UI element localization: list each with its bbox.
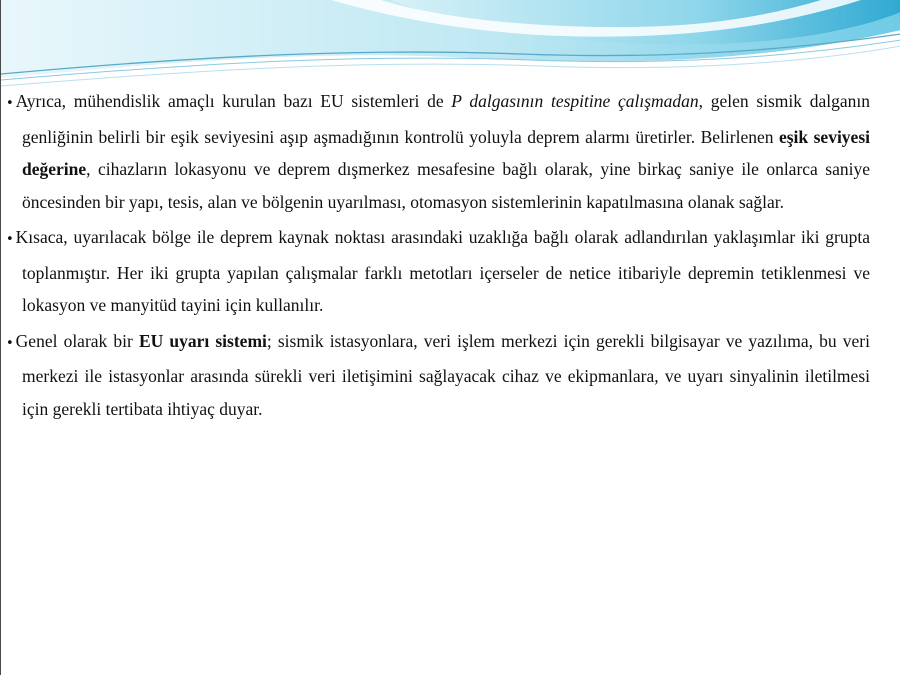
bullet-icon: • [6,96,14,111]
text-segment: , cihazların lokasyonu ve deprem dışmerkez mesafesine bağlı olarak, yine birkaç saniye ile onlarca saniye öncesinden bir yapı, tesis, alan ve bölgenin uyarılması, otomasyon sistemlerinin kapatılmasına olanak sağlar. [22,159,870,212]
text-segment: Ayrıca, mühendislik amaçlı kurulan bazı EU sistemleri de [15,91,452,111]
text-segment-bold: EU uyarı sistemi [138,330,267,351]
text-segment: ; sismik istasyonlara, veri işlem merkezi için gerekli bilgisayar ve yazılıma, bu veri merkezi ile istasyonlar arasında sürekli veri iletişimini sağlayacak cihaz ve ekipmanlara, ve uyarı sinyalinin iletilmesi için gerekli tertibata ihtiyaç duyar. [22,330,870,419]
text-segment: , gelen sismik dalganın genliğinin belirli bir eşik seviyesini aşıp aşmadığının kontrolü yoluyla deprem alarmı üretirler. Belirlenen [22,91,870,147]
bullet-icon: • [6,335,14,351]
bullet-paragraph-2 [6,221,870,322]
bullet-paragraph-1 [6,85,870,218]
text-segment-bold: eşik seviyesi değerine [22,126,870,179]
text-segment: Genel olarak bir [15,330,139,351]
wave-header-decoration [1,0,900,92]
text-segment: Kısaca, uyarılacak bölge ile deprem kaynak noktası arasındaki uzaklığa bağlı olarak adlandırılan yaklaşımlar iki grupta toplanmıştır. Her iki grupta yapılan çalışmalar farklı metotları içerseler de netice itibariyle depremin tetiklenmesi ve lokasyon ve manyitüd tayini için kullanılır. [15,227,870,315]
text-segment-italic: P dalgasının tespitine çalışmadan [451,91,699,111]
bullet-icon: • [6,232,14,247]
bullet-paragraph-3 [6,325,870,426]
slide-body [6,85,870,428]
